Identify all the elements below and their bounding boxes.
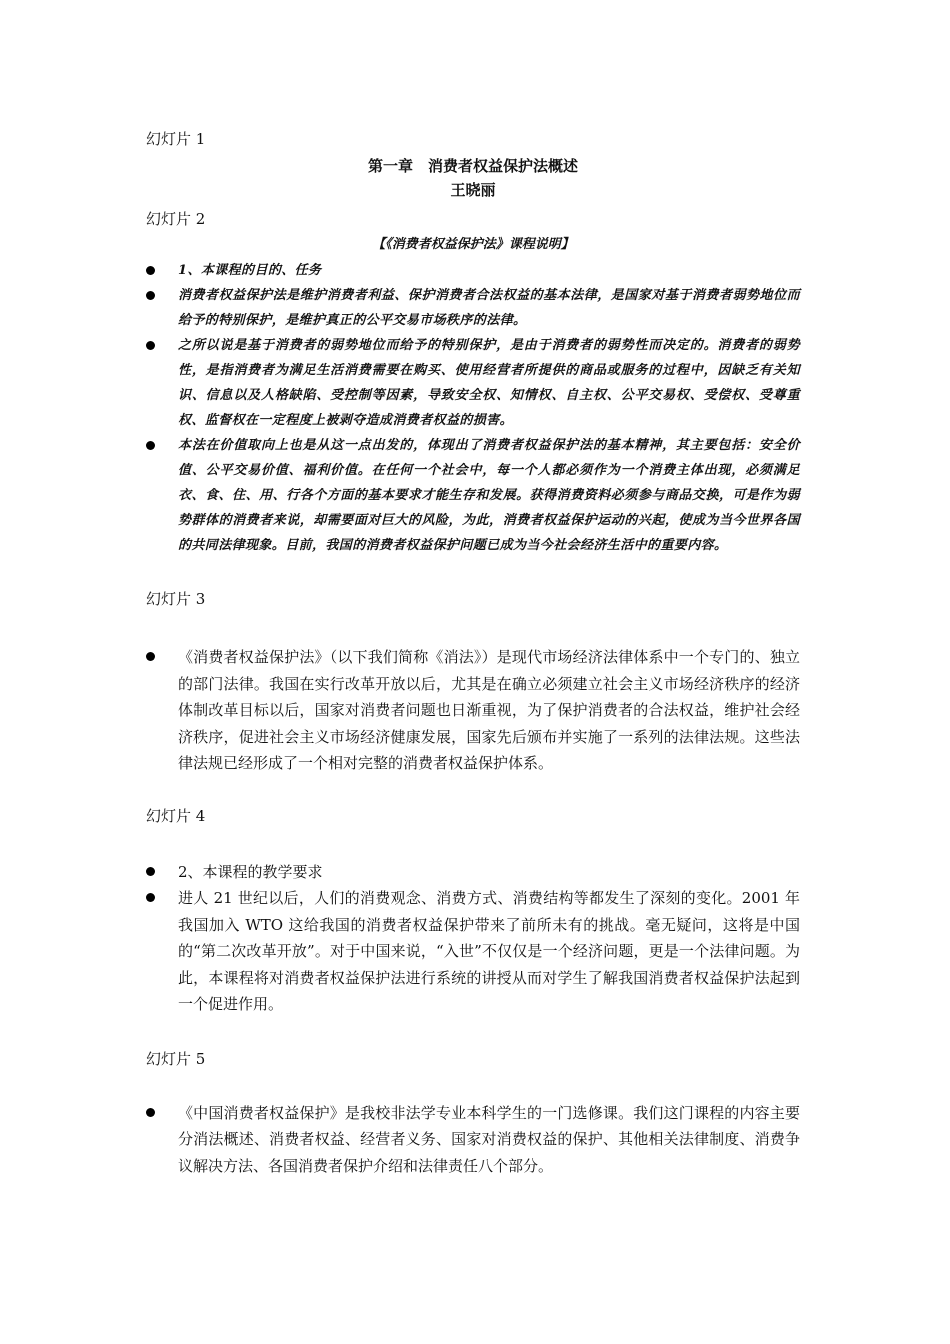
bullet-list — [146, 1100, 800, 1180]
bullet-list — [146, 258, 800, 558]
bullet-icon — [146, 1108, 155, 1117]
bullet-icon — [146, 266, 155, 275]
list-item — [146, 258, 800, 283]
slide-label: 幻灯片 3 — [146, 590, 206, 608]
list-item — [146, 644, 800, 777]
bullet-icon — [146, 893, 155, 902]
list-item — [146, 433, 800, 558]
list-item-text: 消费者权益保护法是维护消费者利益、保护消费者合法权益的基本法律，是国家对基于消费者弱势地位而给予的特别保护，是维护真正的公平交易市场秩序的法律。 — [178, 288, 800, 328]
list-item-text: 《中国消费者权益保护》是我校非法学专业本科学生的一门选修课。我们这门课程的内容主要分消法概述、消费者权益、经营者义务、国家对消费权益的保护、其他相关法律制度、消费争议解决方法、各国消费者保护介绍和法律责任八个部分。 — [178, 1103, 800, 1175]
list-item — [146, 1100, 800, 1180]
bullet-icon — [146, 341, 155, 350]
list-item — [146, 333, 800, 433]
bullet-icon — [146, 441, 155, 450]
slide-label: 幻灯片 1 — [146, 130, 206, 148]
bullet-list — [146, 644, 800, 777]
list-item-text: 进人 21 世纪以后，人们的消费观念、消费方式、消费结构等都发生了深刻的变化。2001 年我国加入 WTO 这给我国的消费者权益保护带来了前所未有的挑战。毫无疑问，这将是中国的“第二次改革开放”。对于中国来说，“入世”不仅仅是一个经济问题，更是一个法律问题。为此，本课程将对消费者权益保护法进行系统的讲授从而对学生了解我国消费者权益保护法起到一个促进作用。 — [178, 889, 800, 1013]
bullet-icon — [146, 291, 155, 300]
course-heading: 【《消费者权益保护法》课程说明】 — [372, 237, 574, 252]
slide-label: 幻灯片 4 — [146, 806, 206, 825]
list-item — [146, 283, 800, 333]
list-item — [146, 859, 800, 886]
list-item-text: 《消费者权益保护法》（以下我们简称《消法》）是现代市场经济法律体系中一个专门的、独立的部门法律。我国在实行改革开放以后，尤其是在确立必须建立社会主义市场经济秩序的经济体制改革目标以后，国家对消费者问题也日渐重视，为了保护消费者的合法权益，维护社会经济秩序，促进社会主义市场经济健康发展，国家先后颁布并实施了一系列的法律法规。这些法律法规已经形成了一个相对完整的消费者权益保护体系。 — [178, 648, 800, 772]
chapter-title: 第一章 消费者权益保护法概述 — [367, 157, 578, 175]
bullet-list — [146, 859, 800, 1018]
bullet-icon — [146, 867, 155, 876]
list-item-text: 1、本课程的目的、任务 — [178, 263, 322, 278]
slide-label: 幻灯片 2 — [146, 210, 206, 228]
document-body — [146, 128, 800, 1179]
list-item-text: 2、本课程的教学要求 — [178, 862, 323, 881]
slide-label: 幻灯片 5 — [146, 1049, 206, 1068]
list-item-text: 本法在价值取向上也是从这一点出发的，体现出了消费者权益保护法的基本精神，其主要包括：安全价值、公平交易价值、福利价值。在任何一个社会中，每一个人都必须作为一个消费主体出现，必须满足衣、食、住、用、行各个方面的基本要求才能生存和发展。获得消费资料必须参与商品交换，可是作为弱势群体的消费者来说，却需要面对巨大的风险，为此，消费者权益保护运动的兴起，使成为当今世界各国的共同法律现象。目前，我国的消费者权益保护问题已成为当今社会经济生活中的重要内容。 — [178, 438, 800, 553]
list-item — [146, 885, 800, 1018]
list-item-text: 之所以说是基于消费者的弱势地位而给予的特别保护，是由于消费者的弱势性而决定的。消费者的弱势性，是指消费者为满足生活消费需要在购买、使用经营者所提供的商品或服务的过程中，因缺乏有关知识、信息以及人格缺陷、受控制等因素，导致安全权、知情权、自主权、公平交易权、受偿权、受尊重权、监督权在一定程度上被剥夺造成消费者权益的损害。 — [178, 338, 800, 428]
author-name: 王晓丽 — [450, 181, 496, 199]
bullet-icon — [146, 652, 155, 661]
